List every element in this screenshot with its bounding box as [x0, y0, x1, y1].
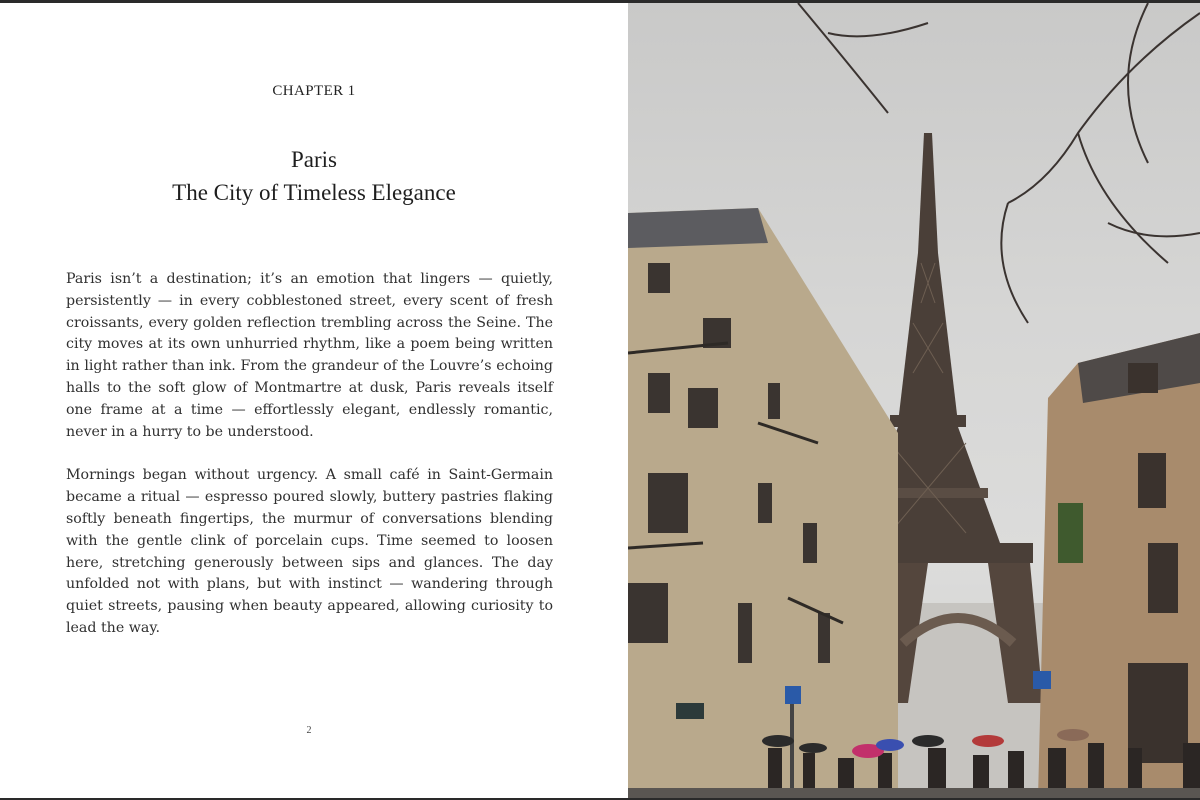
chapter-label: CHAPTER 1 — [272, 83, 356, 99]
eiffel-tower-photo — [628, 3, 1200, 798]
left-building — [628, 208, 898, 798]
paragraph-2: Mornings began without urgency. A small café in Saint-Germain became a ritual — espresso poured slowly, buttery pastries flaking softly beneath fingertips, the murmur of conversations blending with the gentle clink of porcelain cups. Time seemed to loosen here, stretching generously between sips and glances. The day unfolded not with plans, but with instinct — wandering through quiet streets, pausing when beauty appeared, allowing curiosity to lead the way. — [66, 467, 553, 636]
body-text — [66, 269, 553, 662]
street-ground — [628, 788, 1200, 798]
chapter-title — [0, 143, 628, 209]
title-line-2: The City of Timeless Elegance — [172, 180, 456, 205]
title-line-1: Paris — [291, 147, 337, 172]
right-building — [1038, 333, 1200, 798]
paragraph-1: Paris isn’t a destination; it’s an emotion that lingers — quietly, persistently — in every cobblestoned street, every scent of fresh croissants, every golden reflection trembling across the Seine. The city moves at its own unhurried rhythm, like a poem being written in light rather than ink. From the grandeur of the Louvre’s echoing halls to the soft glow of Montmartre at dusk, Paris reveals itself one frame at a time — effortlessly elegant, endlessly romantic, never in a hurry to be understood. — [66, 271, 553, 440]
right-page-photo — [628, 3, 1200, 798]
bare-trees — [798, 3, 1200, 323]
left-page — [0, 3, 628, 798]
page-number: 2 — [306, 725, 312, 736]
